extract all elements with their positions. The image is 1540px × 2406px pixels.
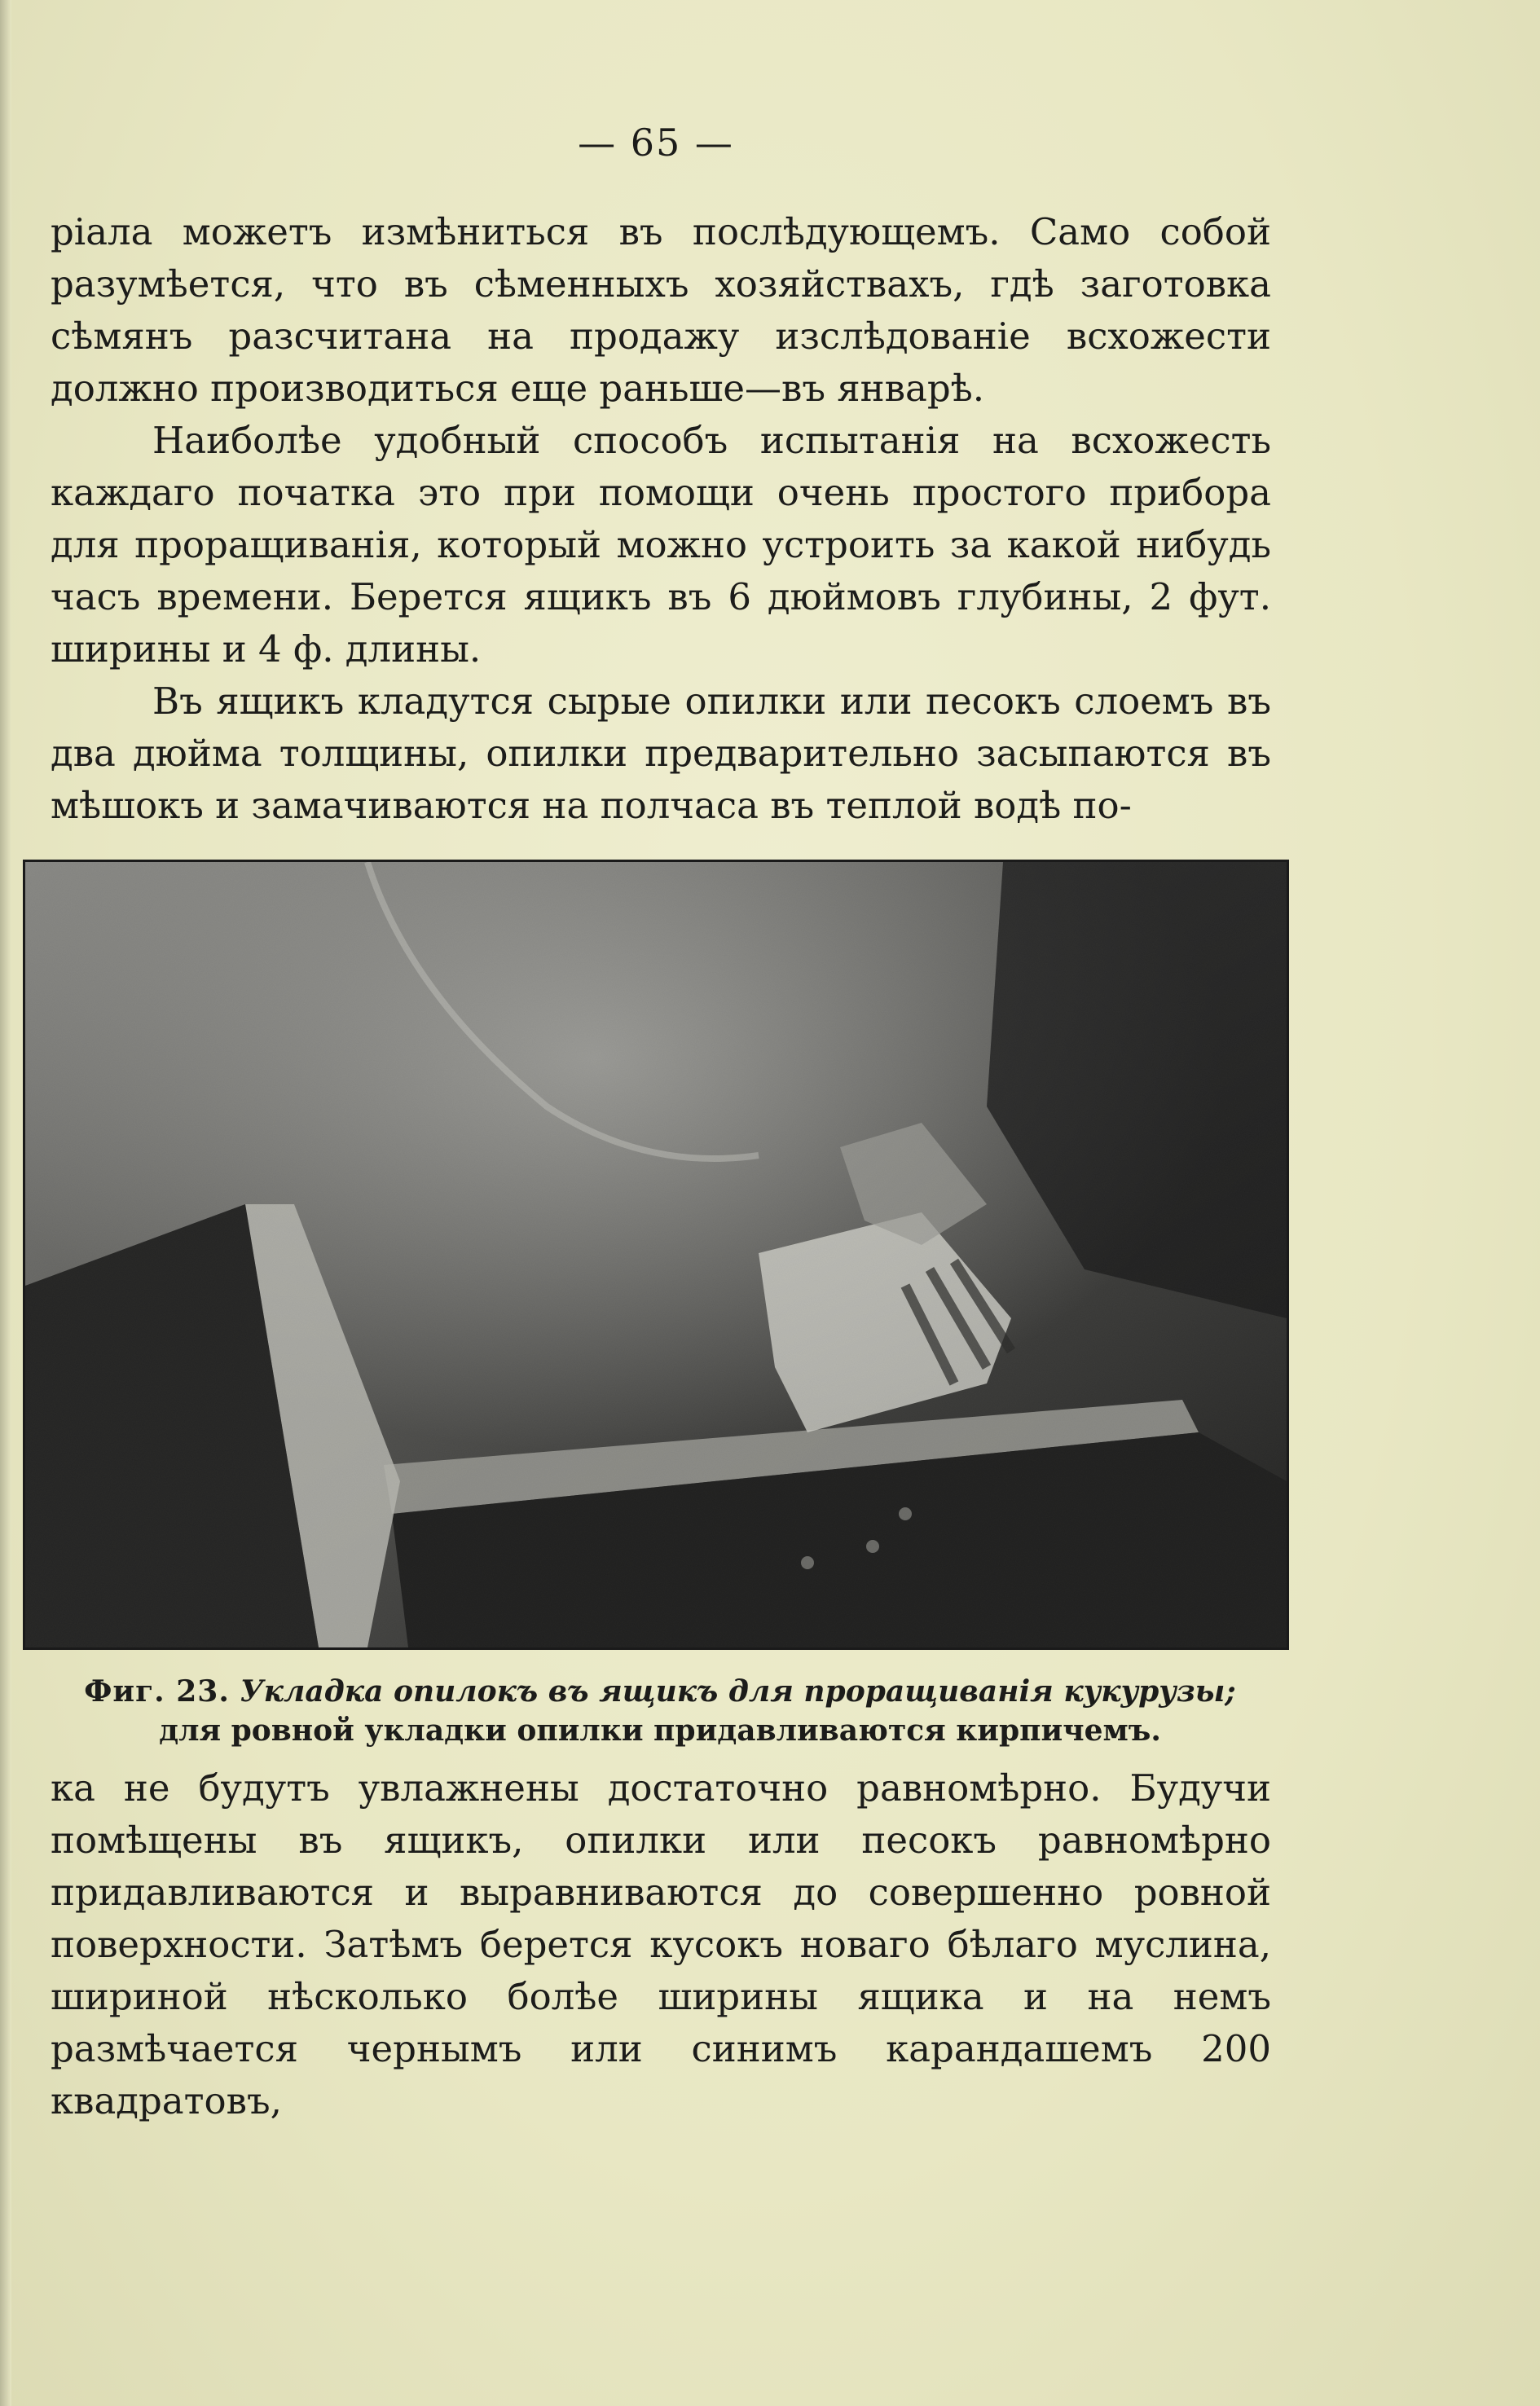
page-number: — 65 — bbox=[578, 121, 734, 165]
text-block-bottom bbox=[51, 1762, 1271, 2127]
figure-caption bbox=[49, 1672, 1271, 1750]
caption-title: Укладка опилокъ въ ящикъ для проращиванія кукурузы; bbox=[240, 1674, 1236, 1709]
paragraph-2: Наиболѣе удобный способъ испытанія на всхожесть каждаго початка это при помощи очень простого прибора для проращиванія, который можно устроить за какой нибудь часъ времени. Берется ящикъ въ 6 дюймовъ глубины, 2 фут. ширины и 4 ф. длины. bbox=[51, 419, 1271, 671]
paragraph-1: ріала можетъ измѣниться въ послѣдующемъ. Само собой разумѣется, что въ сѣменныхъ хозяйствахъ, гдѣ заготовка сѣмянъ разсчитана на продажу изслѣдованіе всхожести должно производиться еще раньше—въ январѣ. bbox=[51, 210, 1271, 410]
text-block-top bbox=[51, 206, 1271, 832]
photo-box-bricks-illustration bbox=[25, 862, 1287, 1647]
caption-rest: для ровной укладки опилки придавливаются кирпичемъ. bbox=[159, 1713, 1161, 1748]
paragraph-4: ка не будутъ увлажнены достаточно равномѣрно. Будучи помѣщены въ ящикъ, опилки или песокъ равномѣрно придавливаются и выравниваются до совершенно ровной поверхности. Затѣмъ берется кусокъ новаго бѣлаго муслина, шириной нѣсколько болѣе ширины ящика и на немъ размѣчается чернымъ или синимъ карандашемъ 200 квадратовъ, bbox=[51, 1766, 1271, 2122]
paragraph-3: Въ ящикъ кладутся сырые опилки или песокъ слоемъ въ два дюйма толщины, опилки предварительно засыпаются въ мѣшокъ и замачиваются на полчаса въ теплой водѣ по- bbox=[51, 680, 1271, 827]
caption-figure-label: Фиг. 23. bbox=[84, 1674, 230, 1709]
figure-photo bbox=[23, 860, 1289, 1650]
page-edge bbox=[0, 0, 11, 2406]
